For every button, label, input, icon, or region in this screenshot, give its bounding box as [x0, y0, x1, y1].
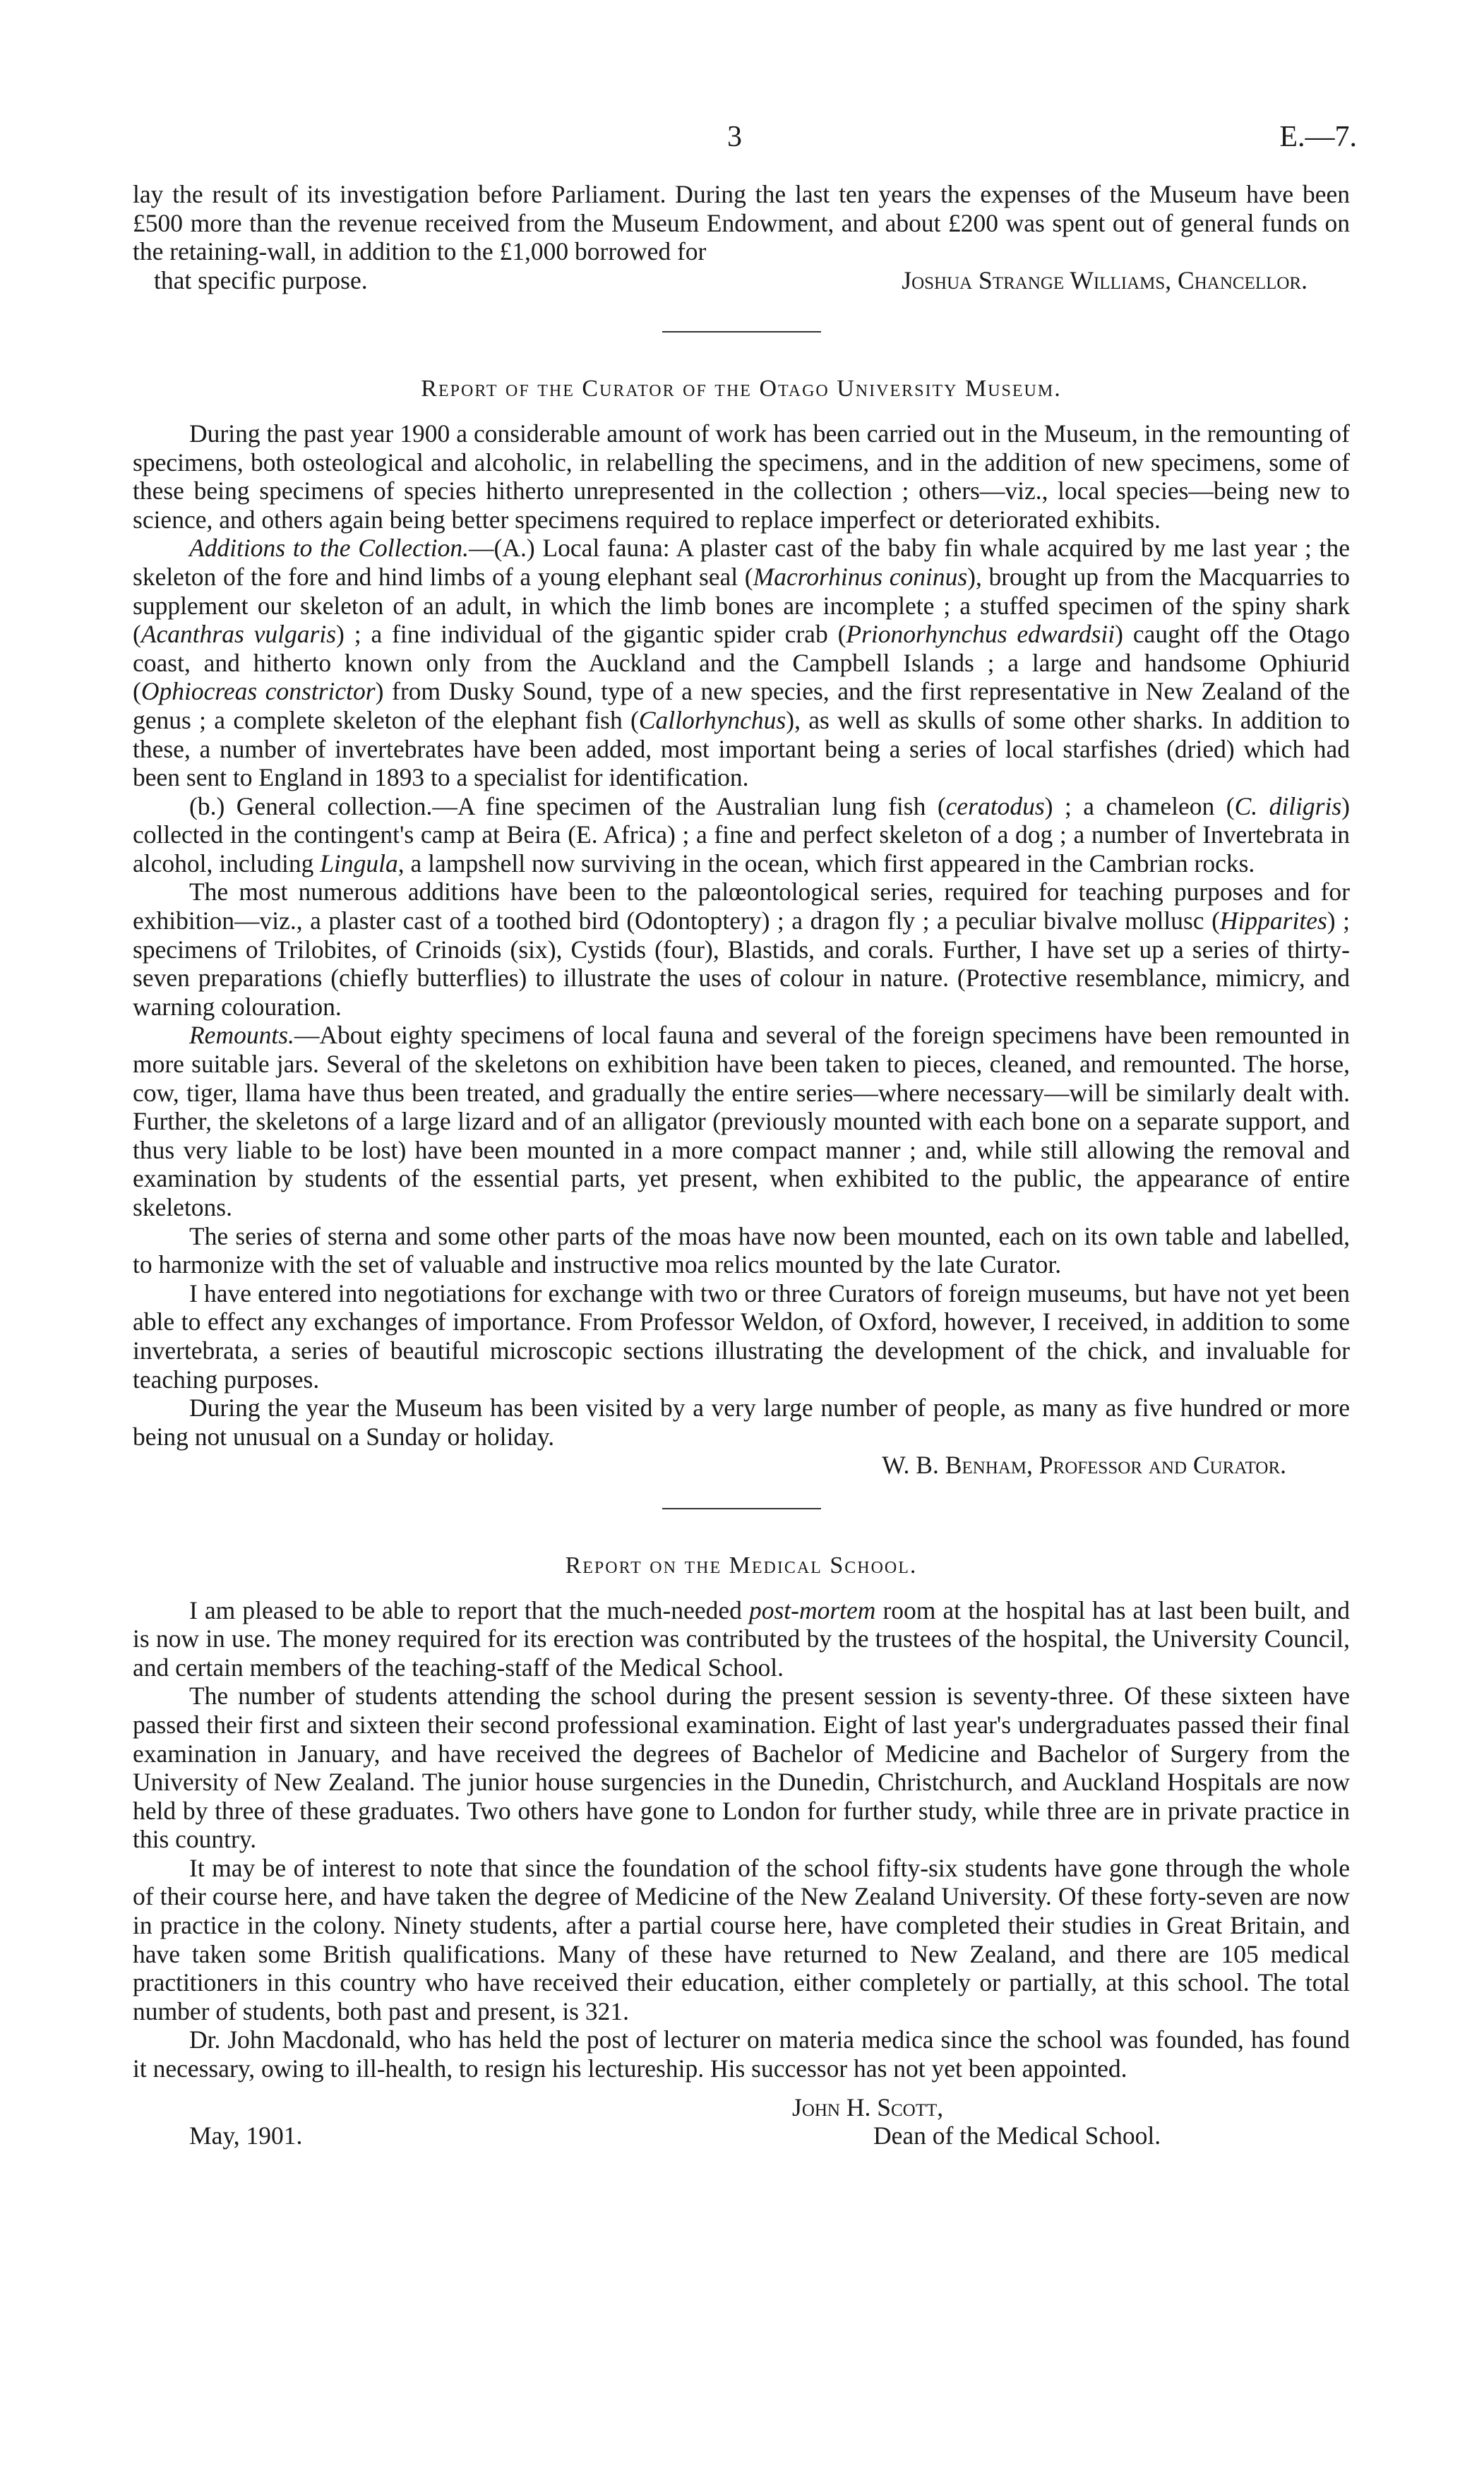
- chancellor-report-text: lay the result of its investigation before Parliament. During the last ten years the expenses of the Museum have been £500 more than the revenue received from the Museum Endowment, and about £200 was spent out of general funds on the retaining-wall, in addition to the £1,000 borrowed for: [133, 180, 1350, 266]
- museum-paragraph: Additions to the Collection.—(A.) Local fauna: A plaster cast of the baby fin whale acquired by me last year ; the skeleton of the fore and hind limbs of a young elephant seal (Macrorhinus coninus), brought up from the Macquarries to supplement our skeleton of an adult, in which the limb bones are incomplete ; a stuffed specimen of the spiny shark (Acanthras vulgaris) ; a fine individual of the gigantic spider crab (Prionorhynchus edwardsii) caught off the Otago coast, and hitherto known only from the Auckland and the Campbell Islands ; a large and handsome Ophiurid (Ophiocreas constrictor) from Dusky Sound, type of a new species, and the first representative in New Zealand of the genus ; a complete skeleton of the elephant fish (Callorhynchus), as well as skulls of some other sharks. In addition to these, a number of invertebrates have been added, most important being a series of local starfishes (dried) which had been sent to England in 1893 to a specialist for identification.: [133, 534, 1351, 792]
- museum-report-title: Report of the Curator of the Otago University Museum.: [421, 376, 1062, 402]
- museum-paragraph: The series of sterna and some other parts of the moas have now been mounted, each on its own table and labelled, to harmonize with the set of valuable and instructive moa relics mounted by the late Curator.: [133, 1221, 1350, 1279]
- medical-paragraph: The number of students attending the school during the present session is seventy-three. Of these sixteen have passed their first and sixteen their second professional examination. Eight of last year's undergraduates passed their final examination in January, and have received the degrees of Bachelor of Medicine and Bachelor of Surgery from the University of New Zealand. The junior house surgencies in the Dunedin, Christchurch, and Auckland Hospitals are now held by three of these graduates. Two others have gone to London for further study, while three are in private practice in this country.: [133, 1682, 1350, 1854]
- museum-paragraph: During the past year 1900 a considerable amount of work has been carried out in the Museum, in the remounting of specimens, both osteological and alcoholic, in relabelling the specimens, and in the addition of new specimens, some of these being specimens of species hitherto unrepresented in the collection ; others—viz., local species—being new to science, and others again being better specimens required to replace imperfect or deteriorated exhibits.: [133, 419, 1350, 534]
- museum-paragraph: (b.) General collection.—A fine specimen of the Australian lung fish (ceratodus) ; a chameleon (C. diligris) collected in the contingent's camp at Beira (E. Africa) ; a fine and perfect skeleton of a dog ; a number of Invertebrata in alcohol, including Lingula, a lampshell now surviving in the ocean, which first appeared in the Cambrian rocks.: [133, 791, 1350, 878]
- museum-paragraph: I have entered into negotiations for exchange with two or three Curators of foreign museums, but have not yet been able to effect any exchanges of importance. From Professor Weldon, of Oxford, however, I received, in addition to some invertebrata, a series of beautiful microscopic sections illustrating the development of the chick, and invaluable for teaching purposes.: [133, 1279, 1350, 1394]
- chancellor-report-last-line: that specific purpose.: [154, 265, 368, 294]
- report-date: May, 1901.: [189, 2121, 303, 2150]
- document-code: E.—7.: [1279, 121, 1357, 153]
- signer-title: Dean of the Medical School.: [873, 2121, 1161, 2150]
- chancellor-closing-line: [133, 266, 1350, 295]
- curator-signature: W. B. Benham, Professor and Curator.: [882, 1451, 1286, 1480]
- dean-signature: [792, 2093, 1350, 2150]
- medical-paragraph: It may be of interest to note that since the foundation of the school fifty-six students have gone through the whole of their course here, and have taken the degree of Medicine of the New Zealand University. Of these forty-seven are now in practice in the colony. Ninety students, after a partial course here, have completed their studies in Great Britain, and have taken some British qualifications. Many of these have returned to New Zealand, and there are 105 medical practitioners in this country who have received their education, either completely or partially, at this school. The total number of students, both past and present, is 321.: [133, 1853, 1350, 2025]
- museum-paragraph: The most numerous additions have been to the palœontological series, required for teaching purposes and for exhibition—viz., a plaster cast of a toothed bird (Odontoptery) ; a dragon fly ; a peculiar bivalve mollusc (Hipparites) ; specimens of Trilobites, of Crinoids (six), Cystids (four), Blastids, and corals. Further, I have set up a series of thirty-seven preparations (chiefly butterflies) to illustrate the uses of colour in nature. (Protective resemblance, mimicry, and warning colouration.: [133, 878, 1351, 1021]
- medical-paragraph: Dr. John Macdonald, who has held the post of lecturer on materia medica since the school was founded, has found it necessary, owing to ill-health, to resign his lectureship. His successor has not yet been appointed.: [133, 2025, 1350, 2083]
- museum-paragraph: During the year the Museum has been visited by a very large number of people, as many as five hundred or more being not unusual on a Sunday or holiday.: [133, 1394, 1350, 1451]
- page-number: 3: [727, 121, 742, 153]
- medical-paragraph: I am pleased to be able to report that the much-needed post-mortem room at the hospital has at last been built, and is now in use. The money required for its erection was contributed by the trustees of the hospital, the University Council, and certain members of the teaching-staff of the Medical School.: [133, 1595, 1350, 1682]
- section-divider: [662, 331, 821, 333]
- section-divider: [662, 1508, 821, 1509]
- chancellor-signature: Joshua Strange Williams, Chancellor.: [902, 265, 1308, 294]
- medical-report-closing: [133, 2093, 1350, 2150]
- page-content: [133, 180, 1350, 2150]
- medical-report-title: Report on the Medical School.: [565, 1552, 918, 1579]
- signer-name: John H. Scott,: [792, 2092, 944, 2121]
- museum-paragraph: Remounts.—About eighty specimens of local fauna and several of the foreign specimens have been remounted in more suitable jars. Several of the skeletons on exhibition have been taken to pieces, cleaned, and remounted. The horse, cow, tiger, llama have thus been treated, and gradually the entire series—where necessary—will be similarly dealt with. Further, the skeletons of a large lizard and of an alligator (previously mounted with each bone on a separate support, and thus very liable to be lost) have been mounted in a more compact manner ; and, while still allowing the removal and examination by students of the essential parts, yet present, when exhibited to the public, the appearance of entire skeletons.: [133, 1021, 1350, 1221]
- page-header: [0, 120, 1484, 162]
